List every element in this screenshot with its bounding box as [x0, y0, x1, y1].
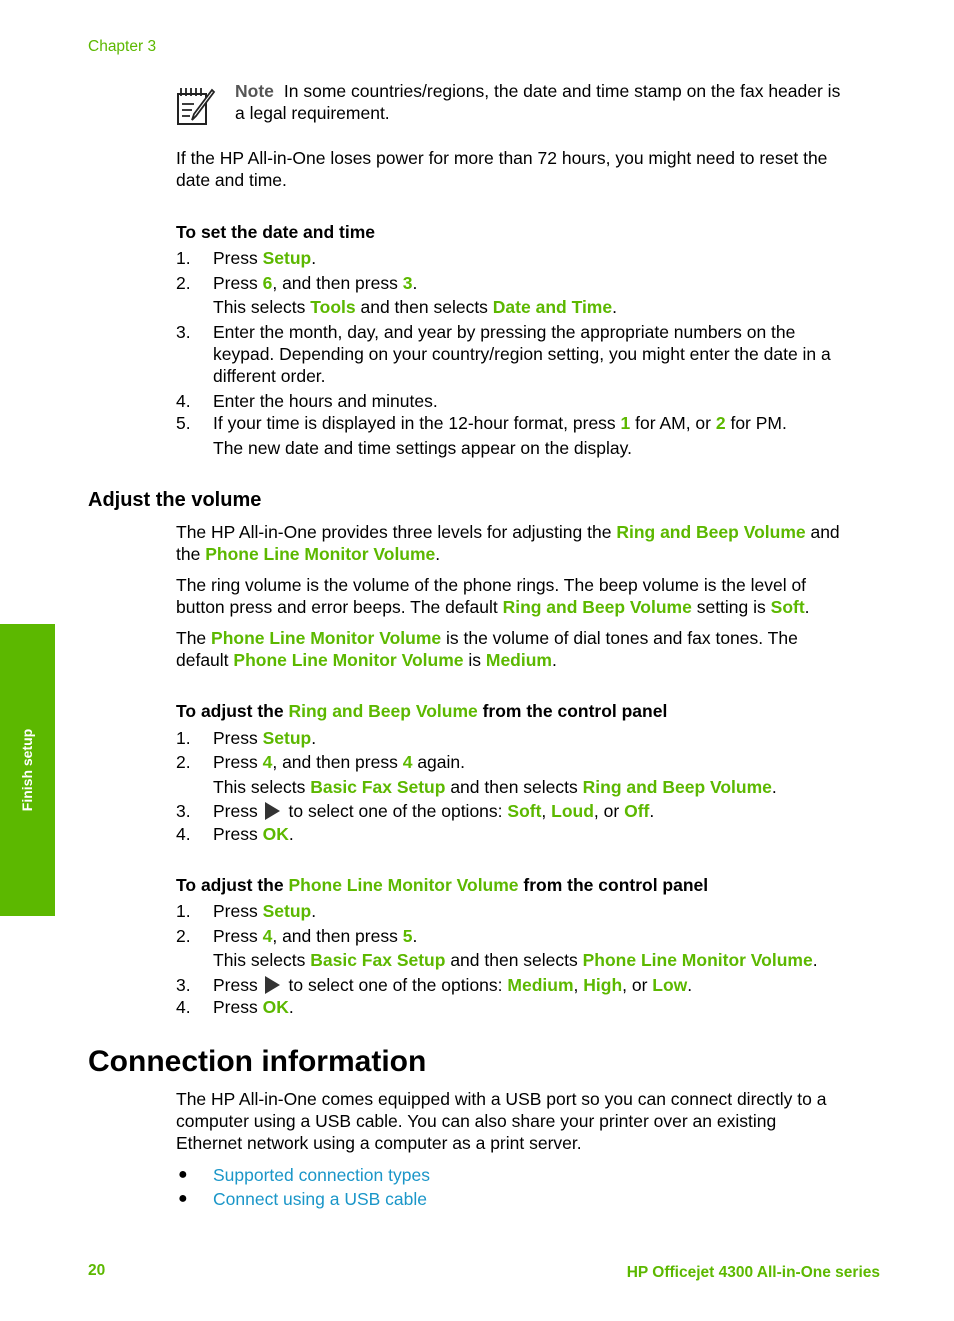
step-subtext: This selects Tools and then selects Date and Time.	[213, 297, 617, 317]
step-text: Enter the hours and minutes.	[213, 391, 438, 411]
connection-paragraph: The HP All-in-One comes equipped with a USB port so you can connect directly to a computer using a USB cable. You can also share your printer over an existing Ethernet network using a computer as a print server.	[176, 1089, 827, 1153]
step-number: 1.	[176, 728, 191, 748]
note-text	[235, 80, 875, 124]
link-connect-usb-cable[interactable]: Connect using a USB cable	[213, 1189, 428, 1209]
key-setup: Setup	[262, 248, 312, 268]
step-text: Press to select one of the options: Medium, High, or Low.	[213, 975, 693, 995]
step-number: 1.	[176, 901, 191, 921]
step-text: If your time is displayed in the 12-hour format, press 1 for AM, or 2 for PM.	[213, 413, 787, 433]
step-number: 2.	[176, 752, 191, 772]
note-line: In some countries/regions, the date and time stamp on the fax header is	[283, 81, 841, 101]
procedure-heading: To set the date and time	[176, 222, 376, 242]
step-text: Press 4, and then press 5.	[213, 926, 418, 946]
step-number: 3.	[176, 975, 191, 995]
step-number: 2.	[176, 273, 191, 293]
side-tab-label: Finish setup	[19, 728, 35, 812]
step-text: Press to select one of the options: Soft, Loud, or Off.	[213, 801, 655, 821]
text-line: If the HP All-in-One loses power for more than 72 hours, you might need to reset the	[176, 148, 828, 168]
step-text: Press OK.	[213, 824, 294, 844]
intro-paragraph	[176, 147, 876, 191]
step-number: 4.	[176, 997, 191, 1017]
bullet: ●	[178, 1190, 188, 1207]
right-arrow-icon	[265, 976, 280, 994]
volume-paragraph-3: The Phone Line Monitor Volume is the volume of dial tones and fax tones. The default Phone Line Monitor Volume is Medium.	[176, 628, 798, 670]
step-subtext: This selects Basic Fax Setup and then selects Ring and Beep Volume.	[213, 777, 777, 797]
step-subtext: The new date and time settings appear on the display.	[213, 438, 632, 458]
step-number: 4.	[176, 391, 191, 411]
step-text: Press OK.	[213, 997, 294, 1017]
footer-title: HP Officejet 4300 All-in-One series	[626, 1264, 880, 1281]
procedure-heading: To adjust the Ring and Beep Volume from the control panel	[176, 701, 668, 721]
step-number: 2.	[176, 926, 191, 946]
step-text: Press Setup.	[213, 248, 317, 268]
note-label: Note	[235, 81, 274, 101]
step-text: Press Setup.	[213, 728, 317, 748]
step-number: 4.	[176, 824, 191, 844]
step-number: 3.	[176, 322, 191, 342]
volume-paragraph-1: The HP All-in-One provides three levels for adjusting the Ring and Beep Volume and the Phone Line Monitor Volume.	[176, 522, 840, 564]
note-icon	[174, 84, 218, 128]
procedure-heading: To adjust the Phone Line Monitor Volume from the control panel	[176, 875, 709, 895]
step-subtext: This selects Basic Fax Setup and then selects Phone Line Monitor Volume.	[213, 950, 818, 970]
note-line: a legal requirement.	[235, 103, 390, 123]
bullet: ●	[178, 1166, 188, 1183]
chapter-label: Chapter 3	[88, 38, 157, 55]
link-supported-connection-types[interactable]: Supported connection types	[213, 1165, 430, 1185]
text-line: date and time.	[176, 170, 287, 190]
section-heading: Adjust the volume	[88, 489, 262, 511]
step-number: 5.	[176, 413, 191, 433]
step-text: Press 6, and then press 3.	[213, 273, 418, 293]
step-number: 3.	[176, 801, 191, 821]
chapter-section-heading: Connection information	[88, 1045, 427, 1078]
step-text: Enter the month, day, and year by pressing the appropriate numbers on the keypad. Depending on your country/region setting, you might enter the date in a different order.	[213, 322, 831, 386]
step-text: Press Setup.	[213, 901, 317, 921]
volume-paragraph-2: The ring volume is the volume of the phone rings. The beep volume is the level of button press and error beeps. The default Ring and Beep Volume setting is Soft.	[176, 575, 810, 617]
right-arrow-icon	[265, 802, 280, 820]
step-text: Press 4, and then press 4 again.	[213, 752, 465, 772]
step-number: 1.	[176, 248, 191, 268]
page-number: 20	[88, 1262, 106, 1279]
